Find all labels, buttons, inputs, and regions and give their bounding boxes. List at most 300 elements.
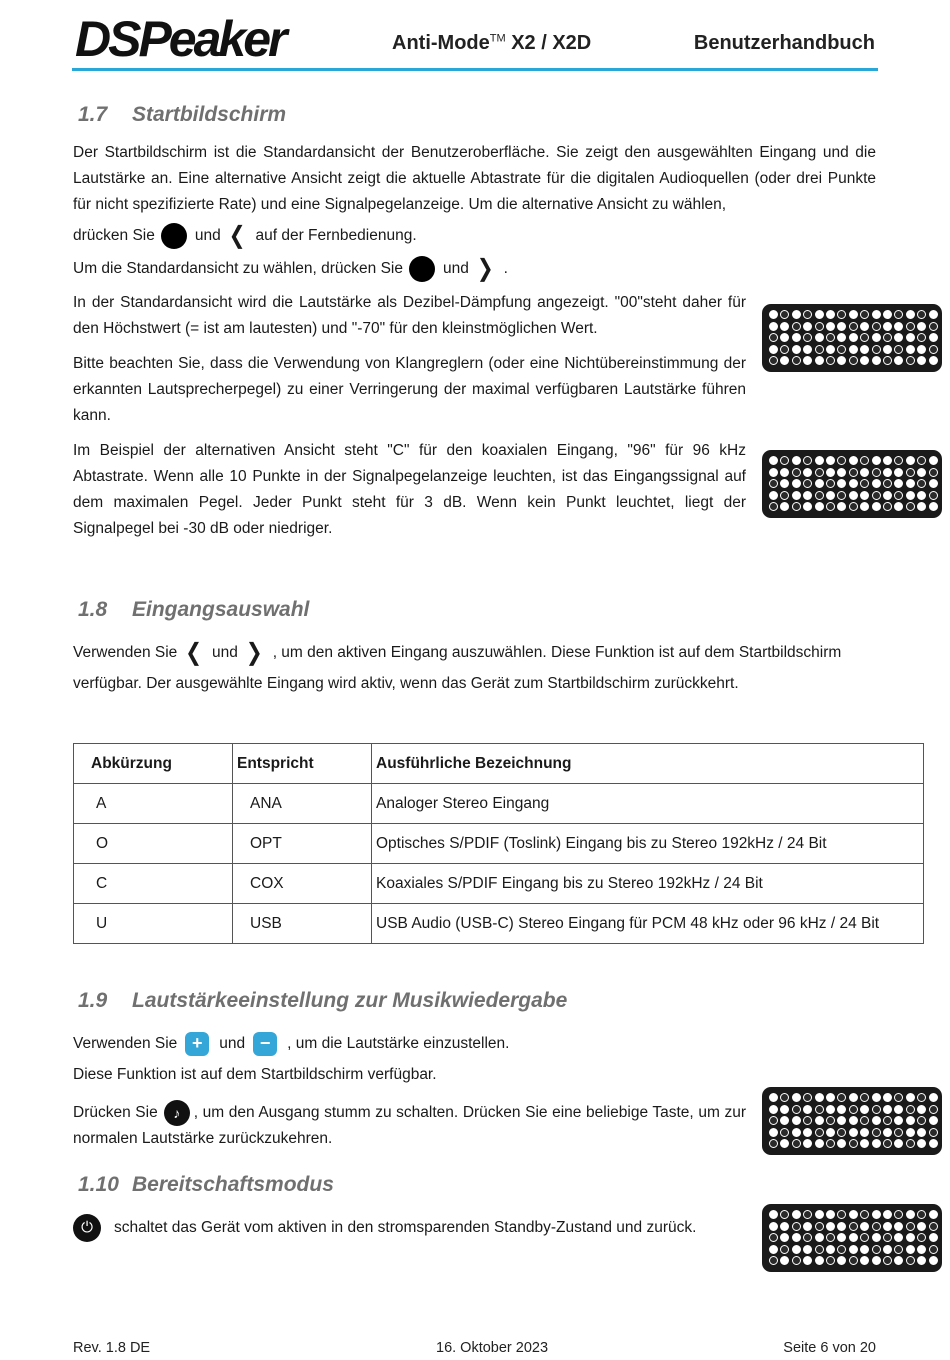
led-dot <box>860 468 869 477</box>
led-dot <box>849 356 858 365</box>
table-header-cell: Entspricht <box>233 744 372 784</box>
led-dot <box>917 502 926 511</box>
table-row <box>74 904 924 944</box>
led-dot <box>883 1245 892 1254</box>
led-dot <box>769 502 778 511</box>
led-dot <box>780 333 789 342</box>
paragraph: Diese Funktion ist auf dem Startbildschirm verfügbar. <box>73 1066 437 1083</box>
led-dot <box>849 333 858 342</box>
led-dot <box>803 479 812 488</box>
table-header-cell: Abkürzung <box>74 744 233 784</box>
led-dot <box>826 1105 835 1114</box>
volume-down-icon: − <box>253 1032 277 1056</box>
led-dot <box>883 356 892 365</box>
led-dot <box>780 1233 789 1242</box>
led-dot <box>917 1222 926 1231</box>
table-row <box>74 864 924 904</box>
led-dot <box>860 1233 869 1242</box>
led-dot <box>792 345 801 354</box>
led-dot <box>815 1128 824 1137</box>
led-dot <box>929 1222 938 1231</box>
led-dot <box>803 1105 812 1114</box>
led-dot <box>769 356 778 365</box>
led-dot <box>792 1105 801 1114</box>
led-dot <box>826 1256 835 1265</box>
led-dot <box>860 479 869 488</box>
input-table <box>73 743 924 944</box>
led-dot <box>780 502 789 511</box>
led-dot <box>929 479 938 488</box>
led-dot <box>894 1128 903 1137</box>
led-dot <box>906 333 915 342</box>
led-dot <box>837 1128 846 1137</box>
led-dot <box>815 479 824 488</box>
led-dot <box>769 479 778 488</box>
led-dot <box>837 502 846 511</box>
paragraph: Der Startbildschirm ist die Standardansicht der Benutzeroberfläche. Sie zeigt den ausgewählten Eingang und die Lautstärke an. Eine alternative Ansicht zeigt die aktuelle Abtastrate für die digitalen Audioquellen (oder drei Punkte für nicht spezifizierte Rate) und eine Signalpegelanzeige. Um die alternative Ansicht zu wählen, <box>73 144 876 213</box>
led-dot <box>837 1256 846 1265</box>
led-dot <box>883 1233 892 1242</box>
product-title: Anti-Mode™ X2 / X2D <box>392 32 592 54</box>
led-dot <box>780 1093 789 1102</box>
led-dot <box>826 1245 835 1254</box>
table-row <box>74 824 924 864</box>
led-dot <box>894 322 903 331</box>
led-dot <box>769 491 778 500</box>
led-dot <box>826 468 835 477</box>
led-dot <box>906 345 915 354</box>
table-cell: U <box>74 904 233 944</box>
led-dot <box>929 1210 938 1219</box>
led-dot <box>769 1222 778 1231</box>
led-dot <box>894 468 903 477</box>
table-cell: Analoger Stereo Eingang <box>372 784 924 824</box>
led-dot <box>792 310 801 319</box>
led-dot <box>860 1093 869 1102</box>
led-dot <box>803 1128 812 1137</box>
led-dot <box>917 1128 926 1137</box>
led-dot <box>883 1128 892 1137</box>
led-dot <box>860 1105 869 1114</box>
led-dot <box>917 479 926 488</box>
led-dot <box>906 456 915 465</box>
led-dot <box>929 1128 938 1137</box>
led-dot <box>894 310 903 319</box>
led-dot <box>894 356 903 365</box>
led-dot <box>826 345 835 354</box>
led-dot <box>792 1210 801 1219</box>
led-dot <box>860 1210 869 1219</box>
led-dot <box>872 1116 881 1125</box>
led-dot <box>883 479 892 488</box>
led-dot <box>883 1116 892 1125</box>
led-dot <box>769 310 778 319</box>
led-dot <box>860 322 869 331</box>
brand-logo: DSPeaker <box>75 11 285 67</box>
led-dot <box>872 1139 881 1148</box>
led-dot <box>929 322 938 331</box>
table-cell: ANA <box>233 784 372 824</box>
section-heading-1-8: 1.8 Eingangsauswahl <box>78 598 310 621</box>
led-dot <box>837 1093 846 1102</box>
led-dot <box>815 1093 824 1102</box>
led-dot <box>849 1222 858 1231</box>
led-dot <box>803 468 812 477</box>
led-dot <box>815 502 824 511</box>
led-dot <box>837 456 846 465</box>
led-dot <box>769 456 778 465</box>
led-dot <box>849 1105 858 1114</box>
led-dot <box>894 502 903 511</box>
led-dot <box>860 1128 869 1137</box>
led-dot <box>792 1245 801 1254</box>
led-dot <box>849 456 858 465</box>
section-heading-1-7: 1.7 Startbildschirm <box>78 103 287 126</box>
led-dot <box>860 1256 869 1265</box>
led-dot <box>860 1116 869 1125</box>
paragraph: Bitte beachten Sie, dass die Verwendung von Klangreglern (oder eine Nichtübereinstimmung der erkannten Lautsprecherpegel) zu einer Verringerung der maximal verfügbaren Lautstärke führen kann. <box>73 355 746 424</box>
led-dot <box>792 468 801 477</box>
led-dot <box>883 345 892 354</box>
table-cell: COX <box>233 864 372 904</box>
table-cell: USB Audio (USB-C) Stereo Eingang für PCM 48 kHz oder 96 kHz / 24 Bit <box>372 904 924 944</box>
led-dot <box>906 479 915 488</box>
led-dot <box>792 1256 801 1265</box>
led-dot <box>769 345 778 354</box>
led-dot <box>929 310 938 319</box>
led-dot <box>860 502 869 511</box>
led-dot <box>826 1233 835 1242</box>
led-dot <box>792 1116 801 1125</box>
table-cell: OPT <box>233 824 372 864</box>
led-dot <box>906 356 915 365</box>
led-dot <box>826 1139 835 1148</box>
led-dot <box>849 491 858 500</box>
led-dot <box>894 491 903 500</box>
led-dot <box>837 1116 846 1125</box>
led-dot <box>826 502 835 511</box>
led-dot <box>769 1233 778 1242</box>
led-dot <box>769 333 778 342</box>
led-dot <box>917 1245 926 1254</box>
led-dot <box>883 456 892 465</box>
led-dot <box>826 1128 835 1137</box>
led-dot <box>815 1105 824 1114</box>
led-dot <box>837 322 846 331</box>
led-dot <box>803 310 812 319</box>
led-dot <box>837 345 846 354</box>
led-dot <box>917 1210 926 1219</box>
led-dot <box>837 1222 846 1231</box>
led-dot <box>883 1105 892 1114</box>
remote-button-icon <box>161 223 187 249</box>
led-dot <box>792 456 801 465</box>
led-dot <box>929 468 938 477</box>
led-dot <box>815 333 824 342</box>
led-dot <box>792 322 801 331</box>
paragraph: drücken Sie und ❮ auf der Fernbedienung. <box>73 223 876 249</box>
led-dot <box>826 322 835 331</box>
led-dot <box>849 502 858 511</box>
led-dot <box>929 1139 938 1148</box>
led-dot <box>906 1256 915 1265</box>
led-dot <box>826 1116 835 1125</box>
led-dot <box>894 1256 903 1265</box>
led-dot <box>860 345 869 354</box>
led-dot <box>929 333 938 342</box>
led-dot <box>883 502 892 511</box>
volume-up-icon: + <box>185 1032 209 1056</box>
led-dot <box>906 1105 915 1114</box>
paragraph: Drücken Sie ♪ , um den Ausgang stumm zu schalten. Drücken Sie eine beliebige Taste, um zur normalen Lautstärke zurückzukehren. <box>73 1100 746 1152</box>
led-dot <box>815 456 824 465</box>
led-dot <box>837 1233 846 1242</box>
led-dot <box>929 345 938 354</box>
led-dot <box>815 356 824 365</box>
chevron-left-icon: ❮ <box>185 639 203 667</box>
led-dot <box>826 333 835 342</box>
led-dot <box>837 1210 846 1219</box>
led-dot <box>780 456 789 465</box>
led-dot <box>792 1093 801 1102</box>
led-dot <box>849 1245 858 1254</box>
led-dot <box>803 1222 812 1231</box>
led-dot <box>849 1139 858 1148</box>
led-dot <box>769 1105 778 1114</box>
led-dot <box>849 1256 858 1265</box>
led-dot <box>769 1128 778 1137</box>
led-dot <box>837 310 846 319</box>
led-dot <box>849 1116 858 1125</box>
led-dot <box>826 491 835 500</box>
led-dot <box>803 1116 812 1125</box>
led-dot <box>917 468 926 477</box>
table-header-row <box>74 744 924 784</box>
led-dot <box>917 1139 926 1148</box>
led-dot <box>780 1222 789 1231</box>
led-dot <box>803 1256 812 1265</box>
led-dot <box>826 356 835 365</box>
section-heading-1-9: 1.9 Lautstärkeeinstellung zur Musikwiedergabe <box>78 989 568 1012</box>
led-dot <box>917 345 926 354</box>
led-dot <box>803 1093 812 1102</box>
led-dot <box>815 1245 824 1254</box>
led-dot <box>917 356 926 365</box>
led-dot <box>780 1256 789 1265</box>
led-dot <box>769 322 778 331</box>
led-dot <box>780 1116 789 1125</box>
led-dot <box>894 1233 903 1242</box>
chevron-right-icon: ❯ <box>245 639 263 667</box>
led-dot <box>769 1256 778 1265</box>
led-dot <box>826 479 835 488</box>
led-dot <box>906 491 915 500</box>
header-divider <box>72 68 878 71</box>
led-dot <box>906 1233 915 1242</box>
led-dot <box>780 310 789 319</box>
led-dot <box>917 1093 926 1102</box>
led-dot <box>872 345 881 354</box>
led-dot <box>872 1128 881 1137</box>
led-dot <box>792 1139 801 1148</box>
led-dot <box>837 356 846 365</box>
led-dot <box>894 1093 903 1102</box>
led-dot <box>929 1256 938 1265</box>
led-dot <box>917 1116 926 1125</box>
footer-revision: Rev. 1.8 DE <box>73 1340 151 1356</box>
led-dot <box>906 468 915 477</box>
led-dot <box>815 491 824 500</box>
led-dot <box>815 1116 824 1125</box>
led-dot <box>917 456 926 465</box>
led-dot <box>917 491 926 500</box>
led-dot <box>849 1210 858 1219</box>
led-dot <box>803 333 812 342</box>
led-dot <box>792 491 801 500</box>
chevron-left-icon: ❮ <box>228 222 246 250</box>
led-dot <box>780 479 789 488</box>
led-dot <box>929 356 938 365</box>
led-dot <box>894 345 903 354</box>
led-dot <box>792 502 801 511</box>
led-dot <box>803 1245 812 1254</box>
led-dot <box>849 322 858 331</box>
led-dot <box>883 1222 892 1231</box>
led-dot <box>906 1116 915 1125</box>
led-dot <box>780 468 789 477</box>
led-dot <box>894 1222 903 1231</box>
led-dot <box>803 456 812 465</box>
led-display-mute <box>762 1087 942 1155</box>
table-cell: USB <box>233 904 372 944</box>
led-dot <box>815 1210 824 1219</box>
led-dot <box>837 1105 846 1114</box>
led-dot <box>780 1139 789 1148</box>
led-dot <box>826 310 835 319</box>
led-dot <box>872 322 881 331</box>
led-dot <box>837 1245 846 1254</box>
led-dot <box>803 322 812 331</box>
led-dot <box>883 322 892 331</box>
led-dot <box>860 1139 869 1148</box>
led-dot <box>780 1105 789 1114</box>
led-dot <box>906 1210 915 1219</box>
led-dot <box>849 310 858 319</box>
led-display-alternative-view <box>762 450 942 518</box>
led-dot <box>849 1093 858 1102</box>
led-dot <box>894 333 903 342</box>
led-dot <box>917 322 926 331</box>
led-dot <box>906 1245 915 1254</box>
led-dot <box>815 1233 824 1242</box>
led-dot <box>792 356 801 365</box>
led-dot <box>792 333 801 342</box>
led-dot <box>894 479 903 488</box>
led-dot <box>780 1210 789 1219</box>
led-dot <box>769 1139 778 1148</box>
led-dot <box>826 1222 835 1231</box>
led-dot <box>769 1116 778 1125</box>
led-dot <box>849 345 858 354</box>
led-dot <box>929 1093 938 1102</box>
led-dot <box>872 1093 881 1102</box>
led-dot <box>872 479 881 488</box>
led-dot <box>826 1093 835 1102</box>
led-dot <box>803 345 812 354</box>
table-cell: C <box>74 864 233 904</box>
led-dot <box>826 1210 835 1219</box>
led-dot <box>792 1222 801 1231</box>
led-dot <box>803 1210 812 1219</box>
led-dot <box>883 310 892 319</box>
led-dot <box>872 1233 881 1242</box>
led-dot <box>872 1222 881 1231</box>
led-dot <box>837 479 846 488</box>
footer-date: 16. Oktober 2023 <box>436 1340 549 1356</box>
table-cell: A <box>74 784 233 824</box>
led-dot <box>780 345 789 354</box>
led-dot <box>872 1256 881 1265</box>
led-dot <box>837 468 846 477</box>
led-dot <box>883 1210 892 1219</box>
led-dot <box>872 502 881 511</box>
led-dot <box>906 1222 915 1231</box>
led-dot <box>815 322 824 331</box>
led-dot <box>872 333 881 342</box>
led-dot <box>883 1256 892 1265</box>
led-dot <box>769 468 778 477</box>
led-dot <box>894 1210 903 1219</box>
led-dot <box>780 322 789 331</box>
led-dot <box>906 1128 915 1137</box>
led-dot <box>860 1245 869 1254</box>
led-dot <box>894 456 903 465</box>
led-dot <box>860 456 869 465</box>
led-dot <box>792 479 801 488</box>
led-dot <box>917 1233 926 1242</box>
led-dot <box>883 468 892 477</box>
paragraph: Verwenden Sie + und − , um die Lautstärke einzustellen. <box>73 1031 876 1057</box>
led-dot <box>815 468 824 477</box>
paragraph: In der Standardansicht wird die Lautstärke als Dezibel-Dämpfung angezeigt. "00"steht daher für den Höchstwert (= ist am lautesten) und "-70" für den kleinstmöglichen Wert. <box>73 294 746 337</box>
led-dot <box>929 502 938 511</box>
led-dot <box>780 1245 789 1254</box>
led-dot <box>826 456 835 465</box>
section-heading-1-10: 1.10 Bereitschaftsmodus <box>78 1173 334 1196</box>
led-dot <box>906 1093 915 1102</box>
led-dot <box>917 1105 926 1114</box>
led-dot <box>872 310 881 319</box>
led-dot <box>872 356 881 365</box>
led-dot <box>860 491 869 500</box>
led-dot <box>792 1128 801 1137</box>
led-dot <box>815 1139 824 1148</box>
led-dot <box>894 1139 903 1148</box>
led-dot <box>815 1256 824 1265</box>
led-dot <box>906 1139 915 1148</box>
led-dot <box>860 333 869 342</box>
led-dot <box>929 1116 938 1125</box>
led-dot <box>803 491 812 500</box>
led-dot <box>929 1105 938 1114</box>
led-dot <box>860 310 869 319</box>
led-dot <box>803 1139 812 1148</box>
led-dot <box>883 1139 892 1148</box>
led-dot <box>860 356 869 365</box>
led-dot <box>849 468 858 477</box>
led-dot <box>872 491 881 500</box>
table-cell: Optisches S/PDIF (Toslink) Eingang bis zu Stereo 192kHz / 24 Bit <box>372 824 924 864</box>
